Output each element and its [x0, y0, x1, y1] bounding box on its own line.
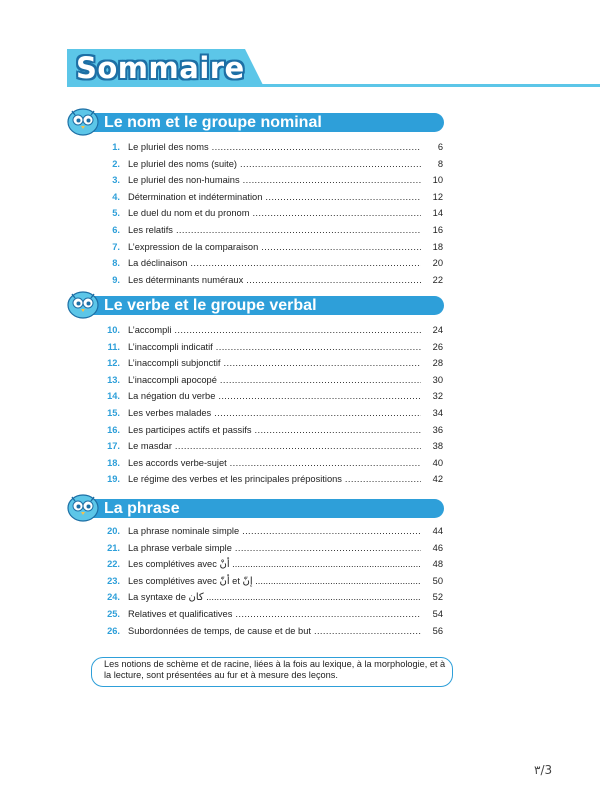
- toc-entry-page: 28: [432, 358, 443, 369]
- toc-entry-page: 6: [437, 142, 443, 152]
- toc-entry[interactable]: [0, 355, 600, 371]
- toc-entry[interactable]: [0, 339, 600, 355]
- arabic-term: كان: [188, 592, 204, 604]
- arabic-term: إنّ: [242, 575, 253, 587]
- toc-entry-number: 24.: [107, 592, 120, 603]
- toc-entry-number: 25.: [107, 609, 120, 619]
- toc-entry-number: 4.: [112, 191, 120, 202]
- toc-entry-number: 17.: [107, 441, 120, 452]
- toc-entry[interactable]: [0, 139, 600, 155]
- toc-entry-number: 19.: [107, 474, 120, 485]
- toc-entry-title: Les déterminants numéraux .....: [128, 272, 421, 288]
- toc-entry-title: L’inaccompli apocopé .....: [128, 372, 421, 388]
- toc-entry[interactable]: [0, 573, 600, 589]
- toc-entry[interactable]: [0, 438, 600, 454]
- toc-entry[interactable]: [0, 322, 600, 338]
- toc-entry-number: 18.: [107, 457, 120, 468]
- toc-entry[interactable]: [0, 156, 600, 172]
- toc-entry-title: Le duel du nom et du pronom .....: [128, 205, 421, 221]
- toc-entry-page: 36: [432, 424, 443, 435]
- toc-entry-title: Les relatifs .....: [128, 222, 421, 238]
- owl-mascot-icon: [66, 107, 100, 137]
- toc-entry-title: Le masdar .....: [128, 438, 421, 454]
- toc-entry-title: L’accompli .....: [128, 322, 421, 338]
- toc-entry-number: 15.: [107, 408, 120, 418]
- toc-entry-title: L’inaccompli subjonctif .....: [128, 355, 421, 371]
- toc-entry-page: 52: [432, 592, 443, 603]
- toc-entry-page: 34: [432, 408, 443, 418]
- toc-entry-page: 12: [432, 191, 443, 202]
- toc-entry-number: 8.: [112, 258, 120, 269]
- toc-entry[interactable]: [0, 372, 600, 388]
- toc-entry[interactable]: [0, 556, 600, 572]
- toc-entry[interactable]: [0, 255, 600, 271]
- toc-entry-title: L’expression de la comparaison .....: [128, 239, 421, 255]
- arabic-term: أنّ: [219, 575, 230, 587]
- toc-entry-title: Les complétives avec أنْ .....: [128, 556, 421, 573]
- toc-entry-number: 7.: [112, 241, 120, 252]
- toc-entry-page: 38: [432, 441, 443, 452]
- toc-entry-title: La phrase verbale simple .....: [128, 540, 421, 556]
- toc-entry-title: Les participes actifs et passifs .....: [128, 422, 421, 438]
- toc-entry[interactable]: [0, 455, 600, 471]
- toc-entry-title: L’inaccompli indicatif .....: [128, 339, 421, 355]
- toc-entry-page: 20: [432, 258, 443, 269]
- toc-entry-page: 48: [432, 559, 443, 570]
- toc-entry-number: 12.: [107, 358, 120, 369]
- toc-entry-title: Le pluriel des noms .....: [128, 139, 421, 155]
- toc-entry[interactable]: [0, 172, 600, 188]
- toc-entry-page: 8: [437, 158, 443, 169]
- toc-entry-title: Le pluriel des non-humains .....: [128, 172, 421, 188]
- toc-entry-number: 22.: [107, 559, 120, 570]
- toc-entry[interactable]: [0, 388, 600, 404]
- toc-entry-page: 56: [432, 625, 443, 636]
- section-title: Le nom et le groupe nominal: [104, 114, 322, 131]
- owl-mascot-icon: [66, 290, 100, 320]
- toc-entry-number: 1.: [112, 142, 120, 152]
- toc-entry-page: 32: [432, 391, 443, 402]
- toc-entry-number: 11.: [107, 341, 120, 352]
- toc-entry-page: 42: [432, 474, 443, 485]
- toc-entry-page: 10: [432, 175, 443, 186]
- toc-entry-page: 46: [432, 542, 443, 553]
- toc-entry[interactable]: [0, 222, 600, 238]
- toc-entry-title: Le régime des verbes et les principales prépositions .....: [128, 471, 421, 487]
- toc-entry-title: Les accords verbe-sujet .....: [128, 455, 421, 471]
- toc-entry[interactable]: [0, 405, 600, 421]
- toc-entry-title: Relatives et qualificatives .....: [128, 606, 421, 622]
- toc-entry-page: 24: [432, 325, 443, 335]
- toc-entry-title: Les complétives avec أنّ et إنّ .....: [128, 573, 421, 590]
- toc-entry-number: 3.: [112, 175, 120, 186]
- toc-entry-page: 44: [432, 526, 443, 536]
- toc-entry-number: 23.: [107, 575, 120, 586]
- toc-entry[interactable]: [0, 589, 600, 605]
- toc-entry[interactable]: [0, 205, 600, 221]
- toc-entry-number: 21.: [107, 542, 120, 553]
- toc-entry[interactable]: [0, 523, 600, 539]
- toc-entry-number: 26.: [107, 625, 120, 636]
- toc-entry-title: La phrase nominale simple .....: [128, 523, 421, 539]
- note-text: Les notions de schème et de racine, liées à la fois au lexique, à la morphologie, et à la lecture, sont présentées au fur et à mesure des leçons.: [104, 659, 446, 680]
- toc-entry-page: 50: [432, 575, 443, 586]
- toc-entry-number: 6.: [112, 225, 120, 235]
- toc-entry-page: 26: [432, 341, 443, 352]
- toc-entry-number: 10.: [107, 325, 120, 335]
- toc-entry-number: 16.: [107, 424, 120, 435]
- owl-mascot-icon: [66, 493, 100, 523]
- arabic-term: أنْ: [219, 559, 230, 571]
- toc-entry-title: Les verbes malades .....: [128, 405, 421, 421]
- toc-entry-page: 30: [432, 374, 443, 385]
- toc-entry-title: La négation du verbe .....: [128, 388, 421, 404]
- toc-entry-number: 20.: [107, 526, 120, 536]
- toc-entry-page: 22: [432, 274, 443, 285]
- toc-entry-number: 5.: [112, 208, 120, 219]
- toc-entry-number: 13.: [107, 374, 120, 385]
- section-title: La phrase: [104, 500, 180, 517]
- toc-entry[interactable]: [0, 540, 600, 556]
- toc-entry-title: Subordonnées de temps, de cause et de but .....: [128, 623, 421, 639]
- toc-entry[interactable]: [0, 471, 600, 487]
- toc-entry-page: 14: [432, 208, 443, 219]
- toc-entry[interactable]: [0, 422, 600, 438]
- toc-entry[interactable]: [0, 272, 600, 288]
- toc-entry-page: 40: [432, 457, 443, 468]
- page-title: Sommaire: [76, 51, 245, 85]
- section-title: Le verbe et le groupe verbal: [104, 297, 317, 314]
- toc-entry[interactable]: [0, 239, 600, 255]
- toc-entry-number: 14.: [107, 391, 120, 402]
- toc-entry[interactable]: [0, 623, 600, 639]
- page-number: ٣/3: [534, 763, 553, 777]
- toc-entry-number: 2.: [112, 158, 120, 169]
- toc-entry-number: 9.: [112, 274, 120, 285]
- toc-entry[interactable]: [0, 189, 600, 205]
- toc-entry-page: 16: [432, 225, 443, 235]
- toc-entry-page: 54: [432, 609, 443, 619]
- toc-entry-title: La syntaxe de كان .....: [128, 589, 421, 606]
- toc-entry-title: Le pluriel des noms (suite) .....: [128, 156, 421, 172]
- toc-entry-title: Détermination et indétermination .....: [128, 189, 421, 205]
- toc-entry-title: La déclinaison .....: [128, 255, 421, 271]
- toc-entry-page: 18: [432, 241, 443, 252]
- toc-entry[interactable]: [0, 606, 600, 622]
